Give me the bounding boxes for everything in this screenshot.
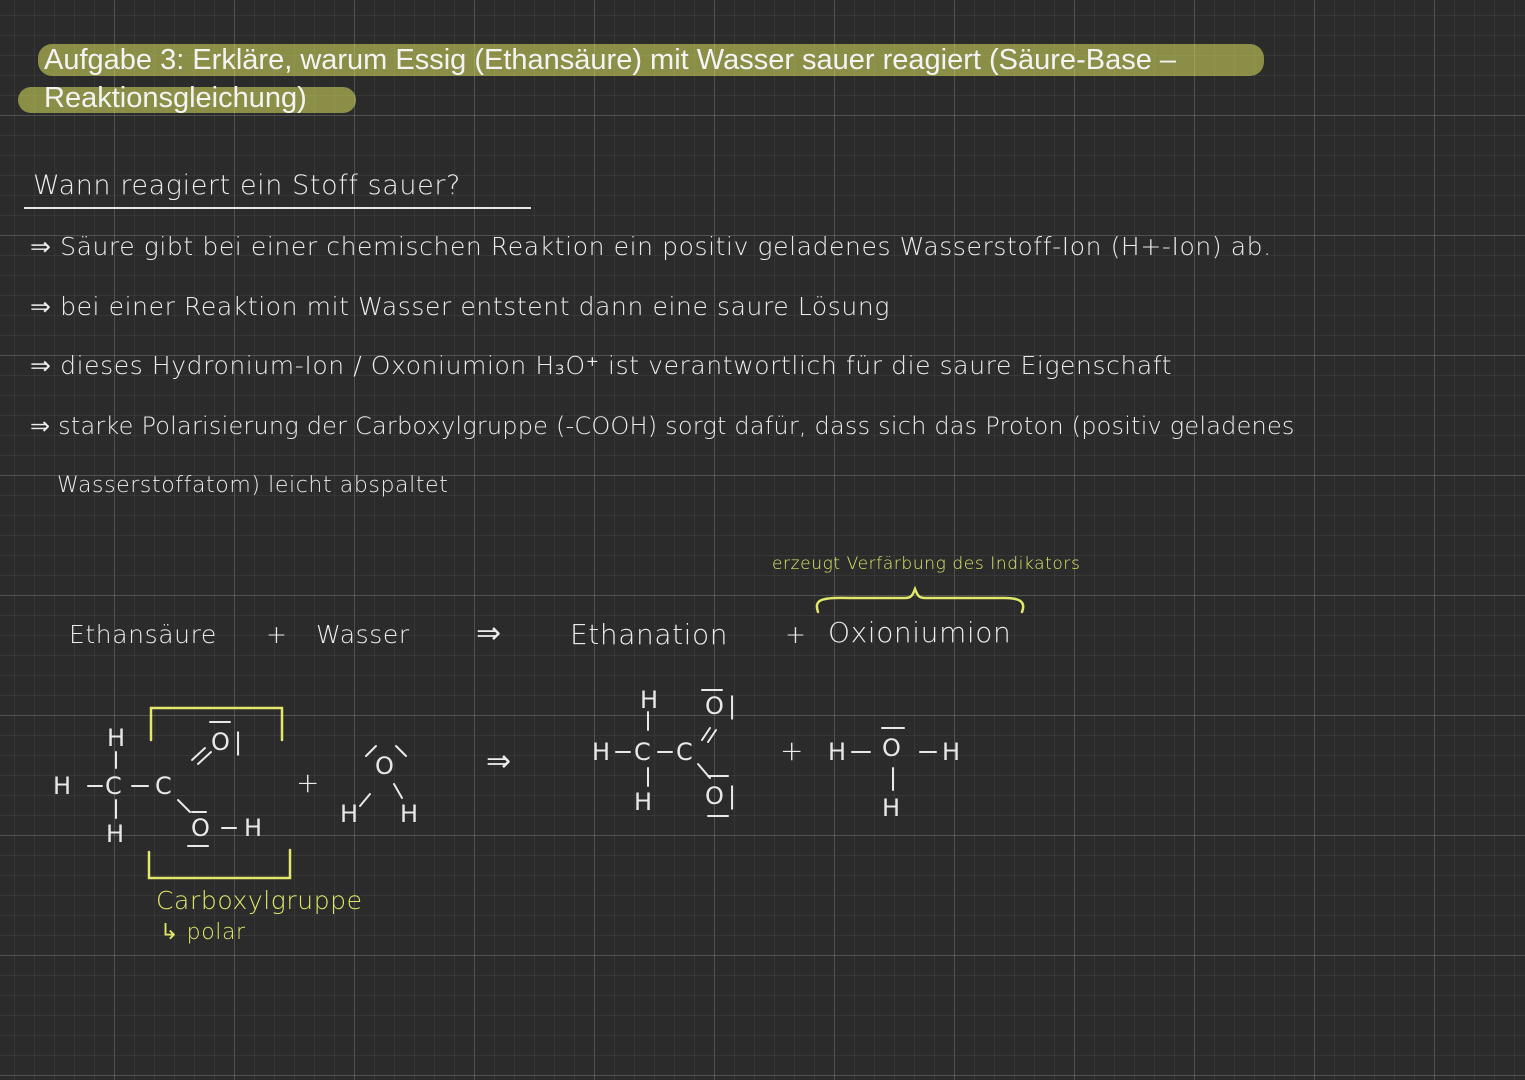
indicator-annotation: erzeugt Verfärbung des Indikators — [772, 554, 1081, 574]
structure-plus-1: + — [296, 766, 321, 799]
atom-c: C — [105, 772, 122, 800]
atom-h: H — [828, 738, 847, 766]
atom-h: H — [400, 800, 419, 828]
carboxyl-bracket-bottom — [149, 850, 290, 878]
atom-h: H — [340, 800, 359, 828]
atom-h: H — [634, 788, 653, 816]
product-oxioniumion: Oxioniumion — [828, 616, 1012, 649]
bullet-4: ⇒ starke Polarisierung der Carboxylgruppe (-COOH) sorgt dafür, dass sich das Proton (positiv geladenes — [30, 412, 1295, 440]
atom-o: O — [705, 782, 724, 810]
atom-h: H — [106, 820, 125, 848]
atom-lone-pair: | — [728, 782, 737, 810]
bullet-4-continuation: Wasserstoffatom) leicht abspaltet — [57, 473, 449, 498]
atom-h: H — [882, 794, 901, 822]
atom-h: H — [640, 686, 659, 714]
atom-o: O — [375, 752, 394, 780]
equation-plus-1: + — [266, 620, 288, 649]
product-ethanation: Ethanation — [570, 618, 729, 651]
atom-c: C — [155, 772, 172, 800]
atom-h: H — [53, 772, 72, 800]
task-title-line-2: Reaktionsgleichung) — [44, 82, 307, 114]
atom-h: H — [244, 814, 263, 842]
atom-o: O — [882, 734, 901, 762]
curly-brace — [817, 589, 1023, 612]
atom-c: C — [676, 738, 693, 766]
reactant-ethansaeure: Ethansäure — [69, 620, 217, 649]
bullet-1: ⇒ Säure gibt bei einer chemischen Reaktion ein positiv geladenes Wasserstoff-Ion (H+-Ion) ab. — [30, 232, 1272, 261]
atom-h: H — [107, 724, 126, 752]
task-title-line-1: Aufgabe 3: Erkläre, warum Essig (Ethansäure) mit Wasser sauer reagiert (Säure-Base – — [44, 44, 1177, 76]
atom-lone-pair: | — [728, 692, 737, 720]
atom-lone-pair: | — [234, 728, 243, 756]
equation-plus-2: + — [785, 620, 807, 649]
equation-arrow: ⇒ — [476, 616, 502, 651]
atom-h: H — [942, 738, 961, 766]
atom-o: O — [191, 814, 210, 842]
reactant-wasser: Wasser — [316, 620, 410, 649]
atom-c: C — [634, 738, 651, 766]
bullet-2: ⇒ bei einer Reaktion mit Wasser entstent dann eine saure Lösung — [30, 292, 890, 321]
atom-o: O — [705, 692, 724, 720]
structure-arrow: ⇒ — [486, 744, 512, 779]
polar-label: ↳ polar — [160, 920, 246, 945]
atom-o: O — [211, 728, 230, 756]
carboxyl-label: Carboxylgruppe — [156, 886, 363, 915]
notes-heading: Wann reagiert ein Stoff sauer? — [33, 170, 461, 201]
atom-h: H — [592, 738, 611, 766]
structure-plus-2: + — [780, 734, 805, 767]
bullet-3: ⇒ dieses Hydronium-Ion / Oxoniumion H₃O⁺ ist verantwortlich für die saure Eigenschaft — [30, 351, 1173, 380]
